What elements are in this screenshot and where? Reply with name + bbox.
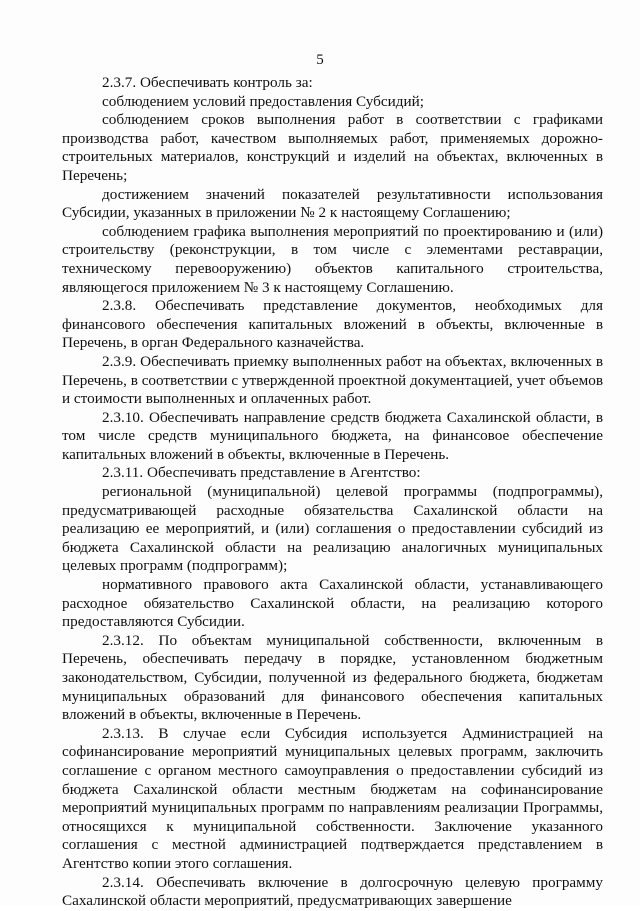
page-number: 5	[316, 52, 324, 68]
clause-2-3-8: 2.3.8. Обеспечивать представление документов, необходимых для финансового обеспечения капитальных вложений в объекты, включенные в Перечень, в орган Федерального казначейства.	[62, 297, 603, 352]
paragraph-regional-program: региональной (муниципальной) целевой программы (подпрограммы), предусматривающей расходные обязательства Сахалинской области на реализацию ее мероприятий, и (или) соглашения о предоставлении субсидий из бюджета Сахалинской области на реализацию аналогичных муниципальных целевых программ (подпрограмм);	[62, 483, 603, 575]
paragraph-performance-indicators: достижением значений показателей результативности использования Субсидии, указанных в приложении № 2 к настоящему Соглашению;	[62, 185, 603, 222]
paragraph-normative-act: нормативного правового акта Сахалинской области, устанавливающего расходное обязательство Сахалинской области, на реализацию которого предоставляются Субсидии.	[62, 576, 603, 631]
document-body	[62, 74, 603, 911]
clause-2-3-9: 2.3.9. Обеспечивать приемку выполненных работ на объектах, включенных в Перечень, в соответствии с утвержденной проектной документацией, учет объемов и стоимости выполненных и оплаченных работ.	[62, 352, 603, 408]
paragraph-design-schedule: соблюдением графика выполнения мероприятий по проектированию и (или) строительству (реконструкции, в том числе с элементами реставрации, техническому перевооружению) объектов капитального строительства, являющегося приложением № 3 к настоящему Соглашению.	[62, 222, 603, 296]
paragraph-work-deadlines: соблюдением сроков выполнения работ в соответствии с графиками производства работ, качеством выполняемых работ, применяемых дорожно-строительных материалов, конструкций и изделий на объектах, включенных в Перечень;	[62, 111, 603, 184]
paragraph-subsidy-conditions: соблюдением условий предоставления Субсидий;	[102, 92, 424, 110]
clause-2-3-14: 2.3.14. Обеспечивать включение в долгосрочную целевую программу Сахалинской области мероприятий, предусматривающих завершение	[62, 873, 603, 910]
clause-2-3-13: 2.3.13. В случае если Субсидия используется Администрацией на софинансирование мероприятий муниципальных целевых программ, заключить соглашение с органом местного самоуправления о предоставлении субсидий из бюджета Сахалинской области местным бюджетам на софинансирование мероприятий муниципальных программ по направлениям реализации Программы, относящихся к муниципальной собственности. Заключение указанного соглашения с местной администрацией подтверждается представлением в Агентство копии этого соглашения.	[62, 724, 603, 872]
clause-2-3-11: 2.3.11. Обеспечивать представление в Агентство:	[102, 464, 421, 482]
clause-2-3-7: 2.3.7. Обеспечивать контроль за:	[102, 74, 313, 91]
clause-2-3-10: 2.3.10. Обеспечивать направление средств бюджета Сахалинской области, в том числе средств муниципального бюджета, на финансовое обеспечение капитальных вложений в объекты, включенные в Перечень.	[62, 408, 603, 463]
clause-2-3-12: 2.3.12. По объектам муниципальной собственности, включенным в Перечень, обеспечивать передачу в порядке, установленном бюджетным законодательством, Субсидии, полученной из федерального бюджета, бюджетам муниципальных образований для финансового обеспечения капитальных вложений в объекты, включенные в Перечень.	[62, 631, 603, 724]
